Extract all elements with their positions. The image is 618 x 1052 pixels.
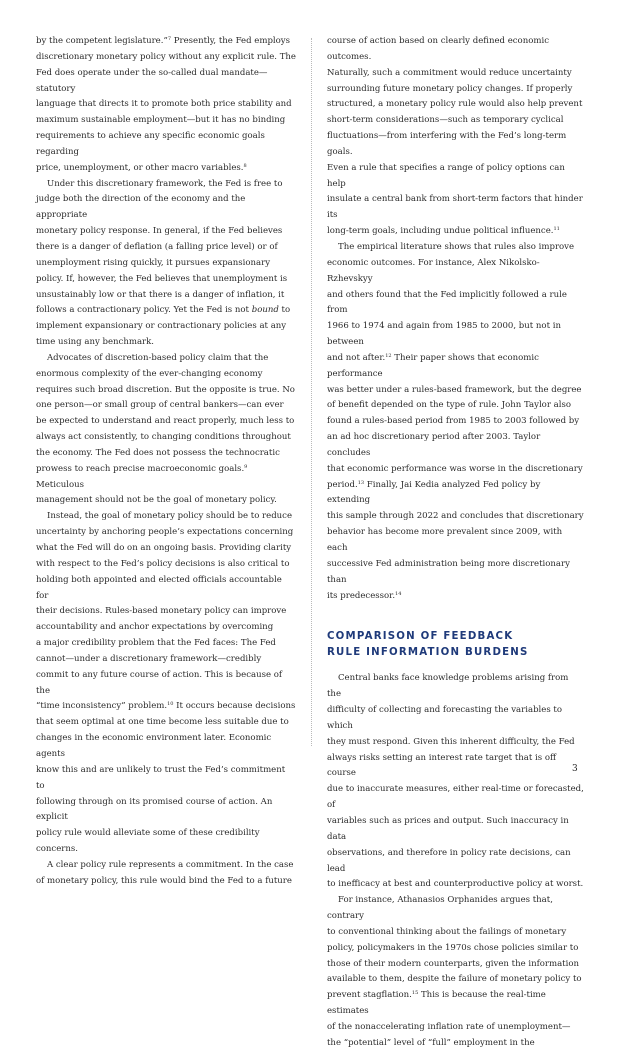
paragraph: Advocates of discretion-based policy claim that the enormous complexity of the ever-changing economy requires such broad discretion. But the opposite is true. No one person—or small group of central bankers—can ever be expected to understand and react properly, much less to always act consistently, to changing conditions throughout the economy. The Fed does not possess the technocratic prowess to reach precise macroeconomic goals.$^9$ Meticulous management should not be the goal of monetary policy. — [36, 352, 295, 506]
footnote-ref: 8 — [243, 162, 247, 169]
section-heading: COMPARISON OF FEEDBACK RULE INFORMATION BURDENS — [327, 631, 529, 658]
footnote-ref: 9 — [244, 463, 248, 470]
paragraph: The empirical literature shows that rules also improve economic outcomes. For instance, Alex Nikolsko-Rzhevskyy and others found that the Fed implicitly followed a rule from 1966 to 1974 and again from 1985 to 2000, but not in between and not after.$^{12}$ Their paper shows that economic performance was better under a rules-based framework, but the degree of benefit depended on the type of rule. John Taylor also found a rules-based period from 1985 to 2003 followed by an ad hoc discretionary period after 2003. Taylor concludes that economic performance was worse in the discretionary period.$^{13}$ Finally, Jai Kedia analyzed Fed policy by extending this sample through 2022 and concludes that discretionary behavior has become more prevalent since 2009, with each successive Fed administration being more discretionary than its predecessor.$^{14}$ — [327, 241, 584, 601]
page-number: 3 — [572, 764, 578, 774]
paragraph: course of action based on clearly defined economic outcomes. Naturally, such a commitment would reduce uncertainty surrounding future monetary policy changes. If properly structured, a monetary policy rule would also help prevent short-term considerations—such as temporary cyclical fluctuations—from interfering with the Fed’s long-term goals. Even a rule that specifies a range of policy options can help insulate a central bank from short-term factors that hinder its long-term goals, including undue political influence.$^{11}$ — [327, 36, 583, 237]
paragraph: Instead, the goal of monetary policy should be to reduce uncertainty by anchoring people’s expectations concerning what the Fed will do on an ongoing basis. Providing clarity with respect to the Fed’s policy decisions is also critical to holding both appointed and elected officials accountable for their decisions. Rules-based monetary policy can improve accountability and anchor expectations by overcoming a major credibility problem that the Fed faces: The Fed cannot—under a discretionary framework—credibly commit to any future course of action. This is because of the “time inconsistency” problem.$^{10}$ It occurs because decisions that seem optimal at one time become less suitable due to changes in the economic environment later. Economic agents know this and are unlikely to trust the Fed’s commitment to following through on its promised course of action. An explicit policy rule would alleviate some of these credibility concerns. — [36, 511, 296, 855]
footnote-ref: 7 — [167, 36, 172, 42]
column-divider — [311, 38, 312, 746]
footnote-ref: 14 — [395, 590, 402, 597]
footnote-ref: 12 — [385, 352, 392, 359]
footnote-ref: 10 — [167, 701, 174, 708]
paragraph: Central banks face knowledge problems arising from the difficulty of collecting and forecasting the variables to which they must respond. Given this inherent difficulty, the Fed always risks setting an interest rate target that is off course due to inaccurate measures, either real-time or forecasted, of variables such as prices and output. Such inaccuracy in data observations, and therefore in policy rate decisions, can lead to inefficacy at best and counterproductive policy at worst. — [327, 673, 584, 890]
footnote-ref: 15 — [411, 990, 419, 997]
paragraph: A clear policy rule represents a commitment. In the case of monetary policy, this rule would bind the Fed to a future — [36, 859, 294, 886]
paragraph: by the competent legislature.”$^7$ Presently, the Fed employs discretionary monetary policy without any explicit rule. The Fed does operate under the so-called dual mandate—statutory language that directs it to promote both price stability and maximum sustainable employment—but it has no binding requirements to achieve any specific economic goals regarding price, unemployment, or other macro variables.$^8$ — [36, 36, 296, 173]
paragraph: Under this discretionary framework, the Fed is free to judge both the direction of the economy and the appropriate monetary policy response. In general, if the Fed believes there is a danger of deflation (a falling price level) or of unemployment rising quickly, it pursues expansionary policy. If, however, the Fed believes that unemployment is unsustainably low or that there is a danger of inflation, it follows a contractionary policy. Yet the Fed is not bound to implement expansionary or contractionary policies at any time using any benchmark. — [36, 178, 291, 348]
paragraph: For instance, Athanasios Orphanides argues that, contrary to conventional thinking about the failings of monetary policy, policymakers in the 1970s chose policies similar to those of their modern counterparts, given the information available to them, despite the failure of monetary policy to prevent stagflation.$^{15}$ This is because the real-time estimates of the nonaccelerating inflation rate of unemployment— the “potential” level of “full” employment in the — [327, 895, 582, 1048]
footnote-ref: 11 — [553, 226, 560, 233]
right-column — [327, 34, 585, 1052]
footnote-ref: 13 — [357, 479, 365, 486]
left-column — [36, 34, 296, 890]
